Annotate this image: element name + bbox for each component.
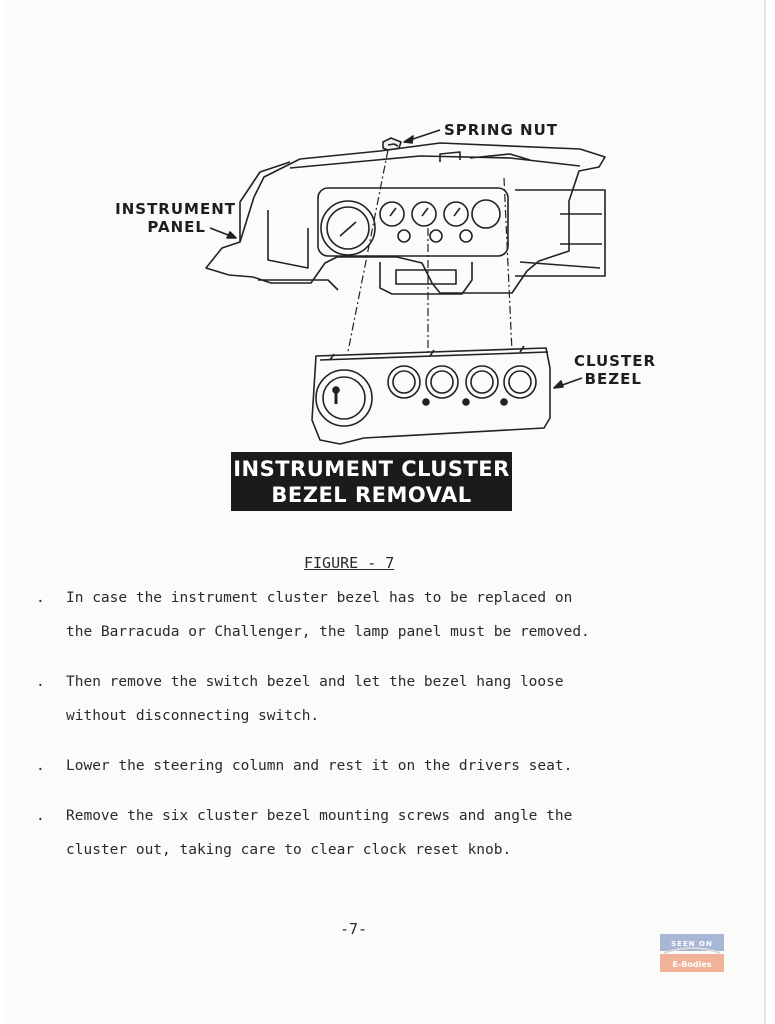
bullet: . xyxy=(36,590,45,606)
paragraph-line: without disconnecting switch. xyxy=(66,708,320,724)
paragraph-line: Then remove the switch bezel and let the bezel hang loose xyxy=(66,674,564,690)
instrument-panel-label xyxy=(110,200,236,236)
paragraph-line: Remove the six cluster bezel mounting screws and angle the xyxy=(66,808,573,824)
paragraph-line: Lower the steering column and rest it on the drivers seat. xyxy=(66,758,573,774)
cluster-bezel-drawing xyxy=(312,346,550,444)
cluster-bezel-label-line2: BEZEL xyxy=(584,370,642,388)
paragraph-line: In case the instrument cluster bezel has to be replaced on xyxy=(66,590,573,606)
paragraph-3 xyxy=(36,749,686,783)
figure-title-line1: INSTRUMENT CLUSTER xyxy=(233,457,510,481)
instrument-panel-drawing xyxy=(206,143,605,294)
paragraph-2 xyxy=(36,665,686,733)
instrument-panel-label-line1: INSTRUMENT xyxy=(115,200,236,218)
paragraph-line: cluster out, taking care to clear clock reset knob. xyxy=(66,842,512,858)
paragraph-1 xyxy=(36,581,686,649)
paragraph-4 xyxy=(36,799,686,867)
spring-nut-label: SPRING NUT xyxy=(444,121,558,139)
bullet: . xyxy=(36,674,45,690)
page-number: -7- xyxy=(340,920,368,938)
instrument-panel-label-line2: PANEL xyxy=(147,218,206,236)
svg-text:E-Bodies: E-Bodies xyxy=(672,960,712,969)
cluster-bezel-label xyxy=(566,352,656,388)
paragraph-line: the Barracuda or Challenger, the lamp panel must be removed. xyxy=(66,624,590,640)
bullet: . xyxy=(36,758,45,774)
seen-on-ebodies-logo xyxy=(660,934,724,974)
figure-label: FIGURE - 7 xyxy=(304,554,395,572)
figure-title-line2: BEZEL REMOVAL xyxy=(271,483,472,507)
figure-title-box xyxy=(231,452,512,511)
svg-text:SEEN ON: SEEN ON xyxy=(671,940,713,948)
cluster-bezel-label-line1: CLUSTER xyxy=(573,352,656,370)
bullet: . xyxy=(36,808,45,824)
